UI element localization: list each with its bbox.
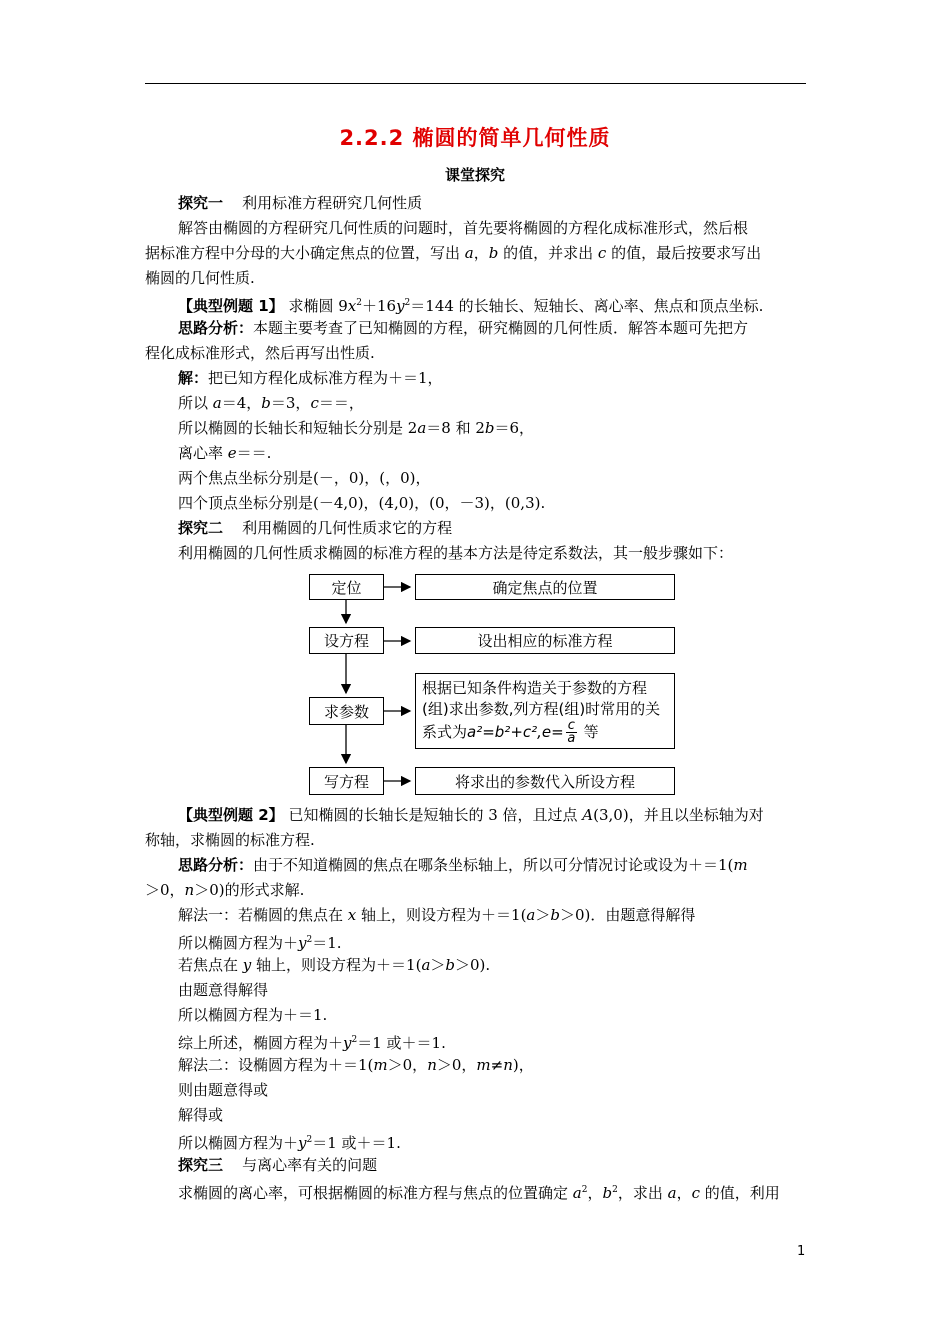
example2-analysis-line1: 思路分析：由于不知道椭圆的焦点在哪条坐标轴上，所以可分情况讨论或设为＋＝1(m (178, 856, 748, 874)
section1-paragraph-line1: 解答由椭圆的方程研究几何性质的问题时，首先要将椭圆的方程化成标准形式，然后根 (178, 219, 749, 237)
flowchart (300, 565, 690, 805)
example2-method2-line3: 解得或 (178, 1106, 224, 1124)
step-set-equation-box: 设方程 (309, 627, 384, 654)
section1-heading: 探究一 利用标准方程研究几何性质 (178, 194, 423, 212)
example2-method1-line5: 所以椭圆方程为＋＝1. (178, 1006, 328, 1024)
example1-solution-line2: 所以 a＝4，b＝3，c＝＝， (178, 394, 364, 412)
page-subtitle: 课堂探究 (444, 166, 505, 184)
desc-locate-box: 确定焦点的位置 (415, 574, 675, 600)
example2-method1-line3: 若焦点在 y 轴上，则设方程为＋＝1(a＞b＞0). (178, 956, 491, 974)
example1-question: 【典型例题 1】 求椭圆 $9x^2+16y^2=144$ 的长轴长、短轴长、离心率、焦点和顶点坐标. (178, 297, 764, 315)
example1-analysis-line2: 程化成标准形式，然后再写出性质. (145, 344, 375, 362)
example2-analysis-line2: ＞0，n＞0)的形式求解. (145, 881, 305, 899)
header-rule (145, 83, 806, 84)
desc-set-equation-box: 设出相应的标准方程 (415, 627, 675, 654)
example1-solution-line6: 四个顶点坐标分别是(－4,0)，(4,0)，(0，－3)，(0,3). (178, 494, 546, 512)
page-title: 2.2.2 椭圆的简单几何性质 (339, 126, 611, 150)
example2-method2-line2: 则由题意得或 (178, 1081, 269, 1099)
example1-solution-line4: 离心率 e＝＝. (178, 444, 272, 462)
section2-heading: 探究二 利用椭圆的几何性质求它的方程 (178, 519, 453, 537)
step-write-equation-box: 写方程 (309, 767, 384, 795)
example2-method1-line2: 所以椭圆方程为$+y^2=1$. (178, 934, 342, 952)
section1-paragraph-line2: 据标准方程中分母的大小确定焦点的位置，写出 a，b 的值，并求出 c 的值，最后按要求写出 (145, 244, 762, 262)
section3-paragraph: 求椭圆的离心率，可根据椭圆的标准方程与焦点的位置确定 $a^2$，$b^2$，求出 a，c 的值，利用 (178, 1184, 780, 1202)
example2-method1-line1: 解法一：若椭圆的焦点在 x 轴上，则设方程为＋＝1(a＞b＞0)．由题意得解得 (178, 906, 696, 924)
example2-question-line2: 称轴，求椭圆的标准方程. (145, 831, 315, 849)
page-number: 1 (797, 1244, 806, 1259)
desc-solve-parameters-box: 根据已知条件构造关于参数的方程 (组)求出参数,列方程(组)时常用的关 系式为a²=b²+c²,e= $\frac{c}{a}$ 等 (415, 673, 675, 749)
step-locate-box: 定位 (309, 574, 384, 600)
step-solve-parameters-box: 求参数 (309, 697, 384, 725)
example1-solution-line3: 所以椭圆的长轴长和短轴长分别是 2a＝8 和 2b＝6， (178, 419, 535, 437)
example2-method2-line4: 所以椭圆方程为$+y^2=1$ 或＋＝1. (178, 1134, 401, 1152)
example2-conclusion-line: 综上所述，椭圆方程为$+y^2=1$ 或＋＝1. (178, 1034, 446, 1052)
example2-question-line1: 【典型例题 2】 已知椭圆的长轴长是短轴长的 3 倍，且过点 A(3,0)，并且以坐标轴为对 (178, 806, 764, 824)
example2-method1-line4: 由题意得解得 (178, 981, 269, 999)
example1-analysis-line1: 思路分析：本题主要考查了已知椭圆的方程，研究椭圆的几何性质．解答本题可先把方 (178, 319, 749, 337)
example1-solution-line5: 两个焦点坐标分别是(－，0)，(，0)， (178, 469, 431, 487)
example1-solution-line1: 解：把已知方程化成标准方程为＋＝1， (178, 369, 443, 387)
section1-paragraph-line3: 椭圆的几何性质. (145, 269, 255, 287)
eccentricity-fraction: $\frac{c}{a}$ (567, 718, 576, 746)
section2-paragraph: 利用椭圆的几何性质求椭圆的标准方程的基本方法是待定系数法，其一般步骤如下： (178, 544, 734, 562)
desc-write-equation-box: 将求出的参数代入所设方程 (415, 767, 675, 795)
example2-method2-line1: 解法二：设椭圆方程为＋＝1(m＞0，n＞0，m≠n)， (178, 1056, 534, 1074)
section3-heading: 探究三 与离心率有关的问题 (178, 1156, 378, 1174)
